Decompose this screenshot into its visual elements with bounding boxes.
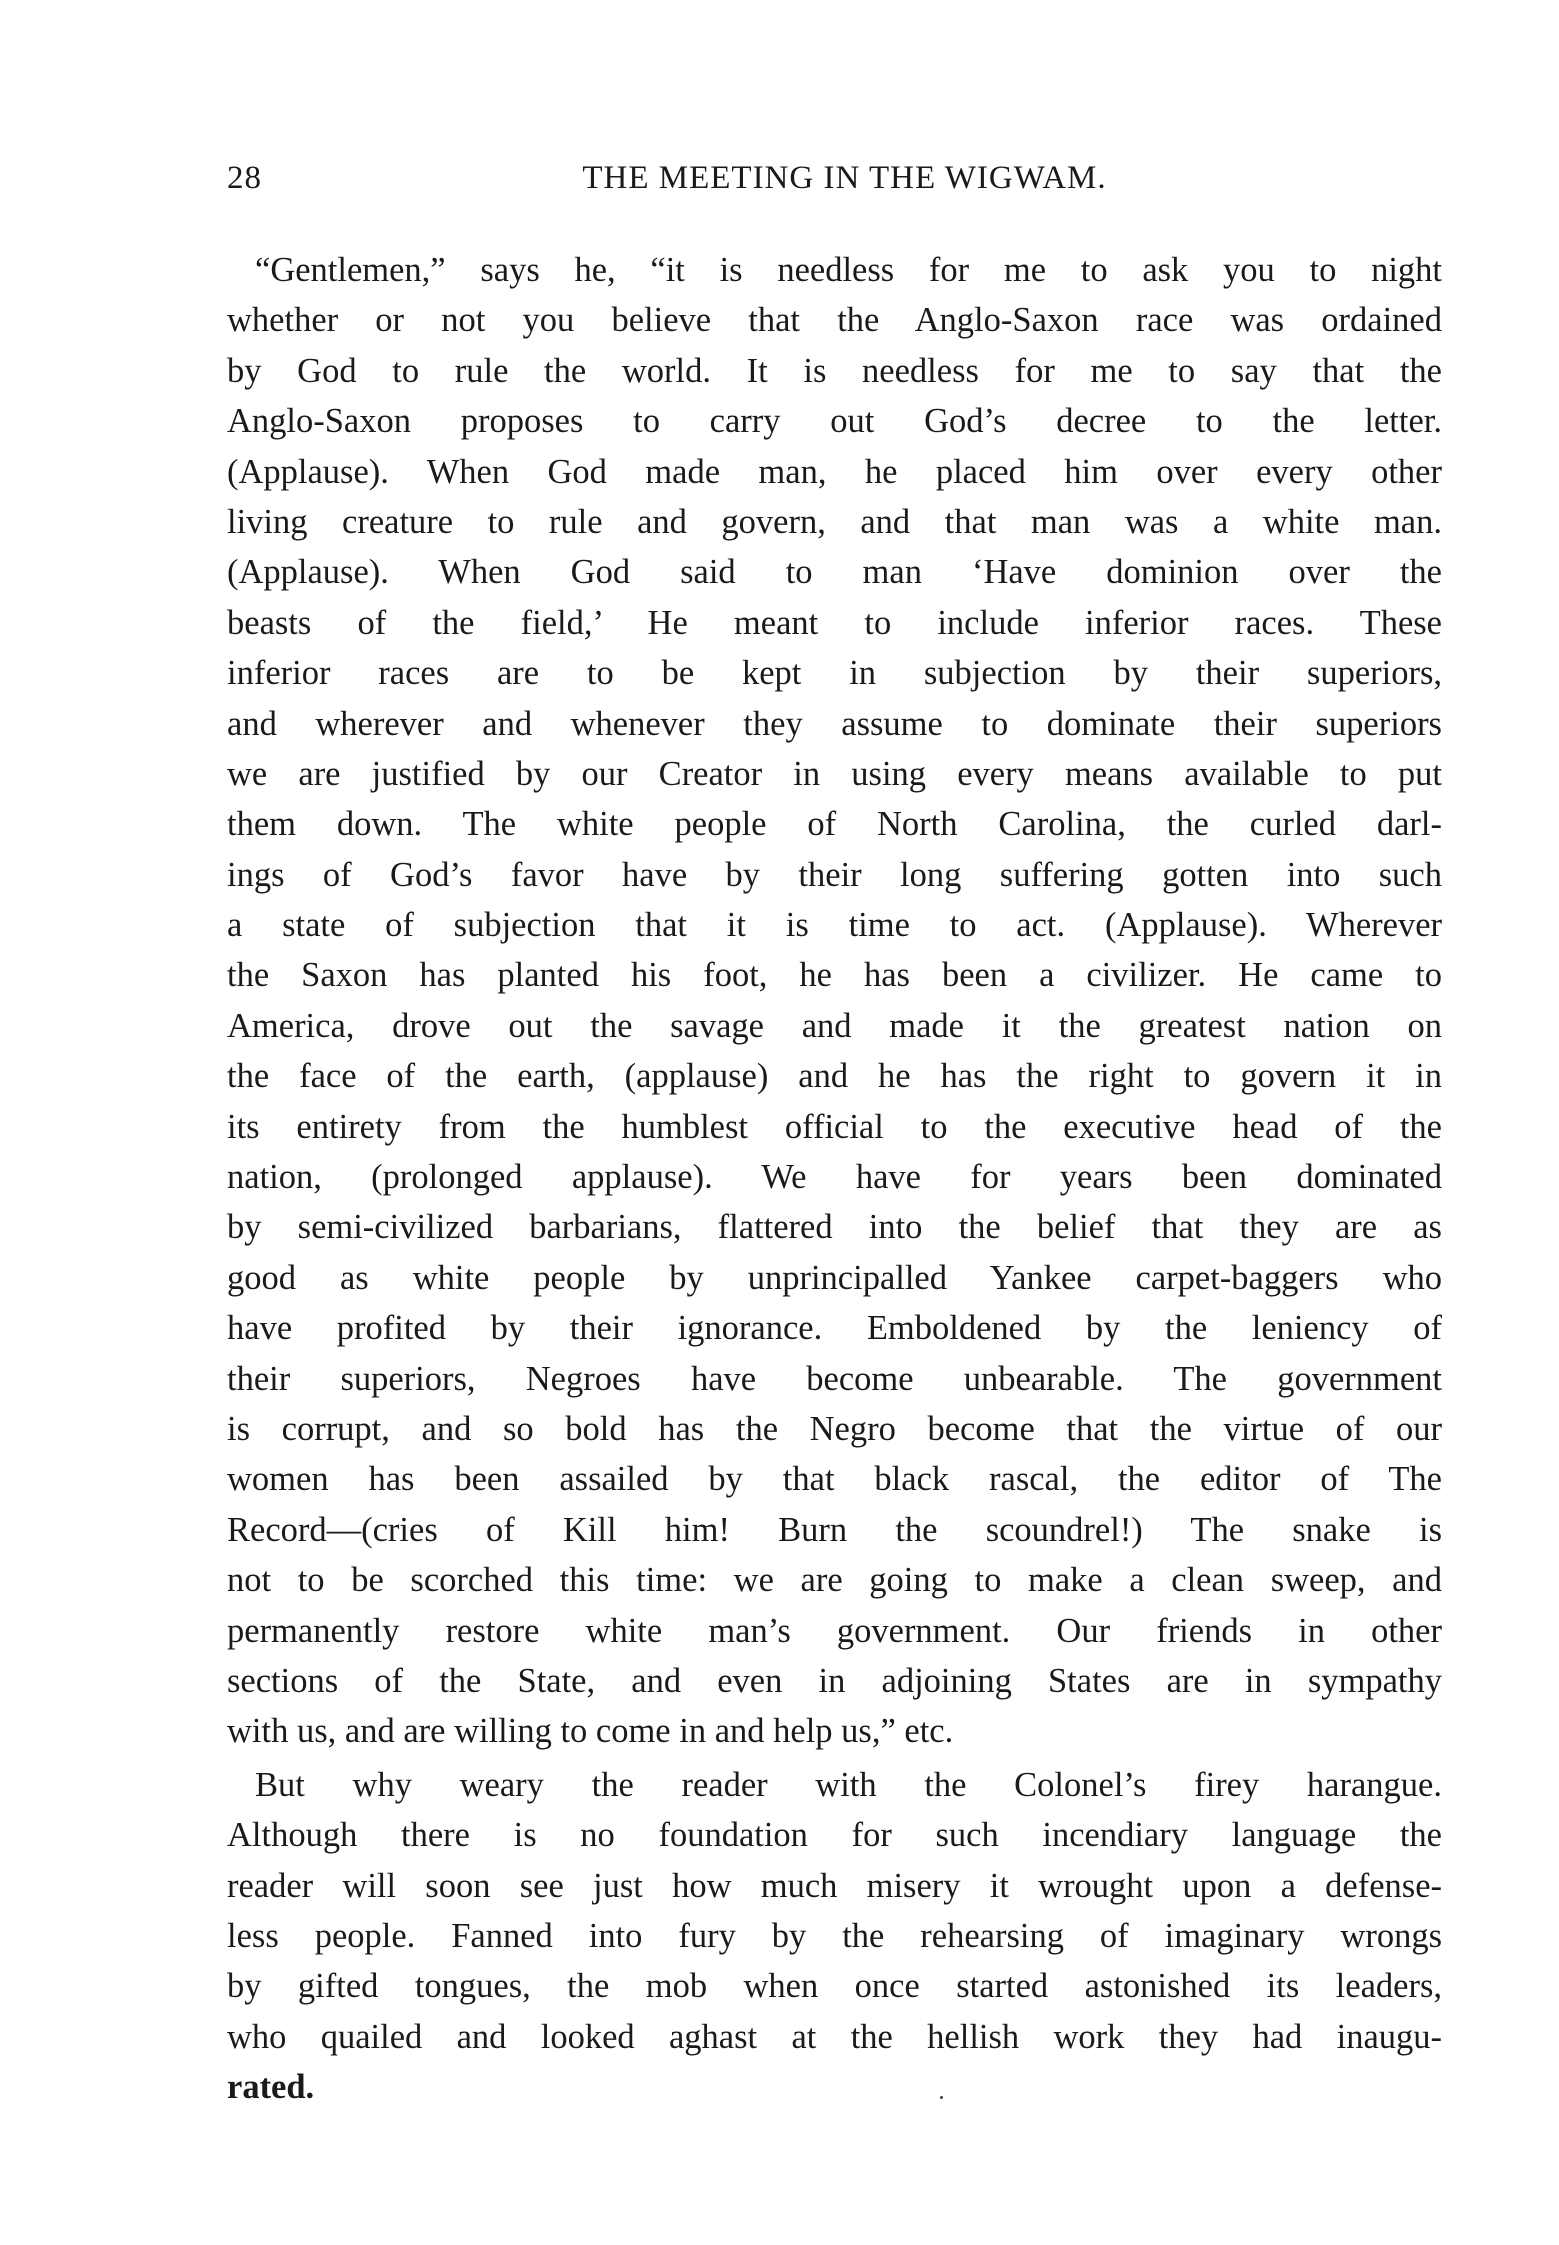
paragraph-1-line: the face of the earth, (applause) and he has the right to govern it in [227, 1057, 1442, 1096]
paragraph-1-line: America, drove out the savage and made it the greatest nation on [227, 1006, 1442, 1045]
paragraph-2-line: reader will soon see just how much misery it wrought upon a defense- [227, 1866, 1442, 1905]
paragraph-1-line: Record—(cries of Kill him! Burn the scoundrel!) The snake is [227, 1510, 1442, 1549]
paragraph-1-line: we are justified by our Creator in using every means available to put [227, 754, 1442, 793]
paragraph-1-line: living creature to rule and govern, and that man was a white man. [227, 502, 1442, 541]
print-speck [940, 2096, 943, 2099]
paragraph-1-line: their superiors, Negroes have become unbearable. The government [227, 1359, 1442, 1398]
paragraph-1-line: by semi-civilized barbarians, flattered into the belief that they are as [227, 1208, 1442, 1247]
paragraph-1-line: its entirety from the humblest official to the executive head of the [227, 1107, 1442, 1146]
paragraph-1-line: permanently restore white man’s government. Our friends in other [227, 1611, 1442, 1650]
paragraph-1-line: inferior races are to be kept in subjection by their superiors, [227, 654, 1442, 693]
paragraph-1-line: beasts of the field,’ He meant to include inferior races. These [227, 603, 1442, 642]
paragraph-1-line: not to be scorched this time: we are going to make a clean sweep, and [227, 1561, 1442, 1600]
paragraph-1-line: by God to rule the world. It is needless for me to say that the [227, 351, 1442, 390]
paragraph-1-line: (Applause). When God made man, he placed him over every other [227, 452, 1442, 491]
paragraph-1-line: (Applause). When God said to man ‘Have dominion over the [227, 553, 1442, 592]
paragraph-1-line: and wherever and whenever they assume to dominate their superiors [227, 704, 1442, 743]
paragraph-1-line: “Gentlemen,” says he, “it is needless for me to ask you to night [255, 251, 1442, 289]
paragraph-2-line: rated. [227, 2068, 315, 2107]
paragraph-1-line: Anglo-Saxon proposes to carry out God’s decree to the letter. [227, 402, 1442, 441]
paragraph-1-line: have profited by their ignorance. Emboldened by the leniency of [227, 1309, 1442, 1348]
paragraph-1-line: ings of God’s favor have by their long suffering gotten into such [227, 855, 1442, 894]
paragraph-2-line: who quailed and looked aghast at the hellish work they had inaugu- [227, 2017, 1442, 2056]
running-head [227, 160, 1442, 204]
paragraph-2-line: by gifted tongues, the mob when once started astonished its leaders, [227, 1967, 1442, 2006]
paragraph-1-line: women has been assailed by that black rascal, the editor of The [227, 1460, 1442, 1499]
paragraph-1-line: good as white people by unprincipalled Yankee carpet-baggers who [227, 1258, 1442, 1297]
paragraph-1-line: is corrupt, and so bold has the Negro become that the virtue of our [227, 1409, 1442, 1448]
paragraph-2-line: Although there is no foundation for such incendiary language the [227, 1816, 1442, 1855]
running-title: THE MEETING IN THE WIGWAM. [582, 160, 1107, 196]
paragraph-1-line: whether or not you believe that the Anglo-Saxon race was ordained [227, 301, 1442, 340]
paragraph-2-line: less people. Fanned into fury by the rehearsing of imaginary wrongs [227, 1916, 1442, 1955]
paragraph-2-line: But why weary the reader with the Colonel’s firey harangue. [255, 1765, 1442, 1804]
body-text [227, 245, 1442, 2112]
paragraph-1-line: sections of the State, and even in adjoining States are in sympathy [227, 1661, 1442, 1700]
page-number: 28 [227, 160, 262, 196]
paragraph-1-line: a state of subjection that it is time to act. (Applause). Wherever [227, 906, 1442, 945]
paragraph-1-line: them down. The white people of North Carolina, the curled darl- [227, 805, 1442, 844]
paragraph-1-line: nation, (prolonged applause). We have for years been dominated [227, 1158, 1442, 1197]
paragraph-1-line: with us, and are willing to come in and help us,” etc. [227, 1712, 954, 1751]
paragraph-1-line: the Saxon has planted his foot, he has been a civilizer. He came to [227, 956, 1442, 995]
